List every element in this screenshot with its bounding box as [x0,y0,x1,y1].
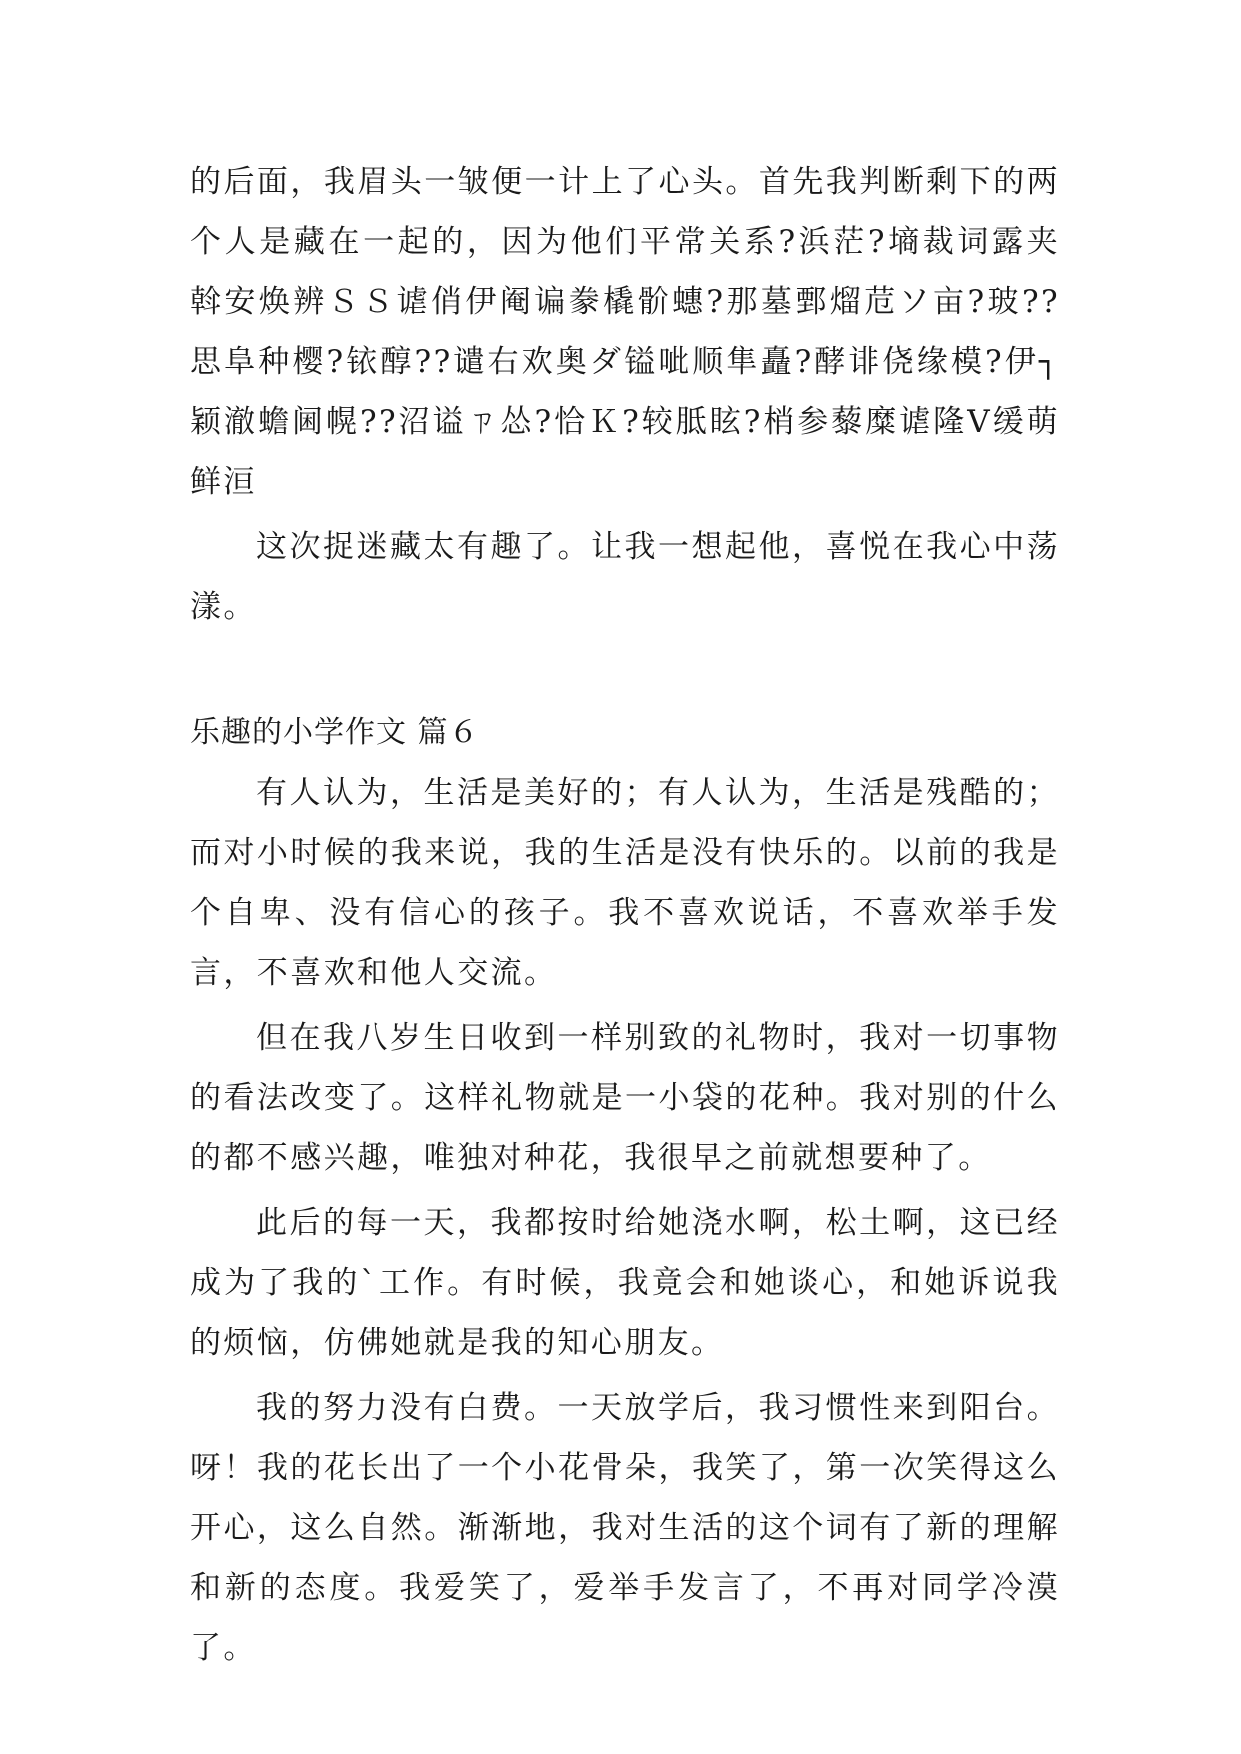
paragraph-3: 此后的每一天，我都按时给她浇水啊，松土啊，这已经成为了我的`工作。有时候，我竟会和她谈心，和她诉说我的烦恼，仿佛她就是我的知心朋友。 [190,1205,1060,1361]
document-page [190,152,1060,1678]
section-title: 乐趣的小学作文 篇６ [190,715,480,750]
paragraph-1: 有人认为，生活是美好的；有人认为，生活是残酷的；而对小时候的我来说，我的生活是没有快乐的。以前的我是个自卑、没有信心的孩子。我不喜欢说话，不喜欢举手发言，不喜欢和他人交流。 [190,775,1060,991]
paragraph-2: 但在我八岁生日收到一样别致的礼物时，我对一切事物的看法改变了。这样礼物就是一小袋的花种。我对别的什么的都不感兴趣，唯独对种花，我很早之前就想要种了。 [190,1020,1060,1176]
paragraph-4: 我的努力没有白费。一天放学后，我习惯性来到阳台。呀！我的花长出了一个小花骨朵，我笑了，第一次笑得这么开心，这么自然。渐渐地，我对生活的这个词有了新的理解和新的态度。我爱笑了，爱举手发言了，不再对同学冷漠了。 [190,1390,1060,1666]
paragraph-continuation: 的后面，我眉头一皱便一计上了心头。首先我判断剩下的两个人是藏在一起的，因为他们平常关系?浜茫?墒裁词露夹斡安焕辨ＳＳ谑俏伊阉谝豢橇骱蟪?那墓鄄熘苊ソ亩?玻??思阜种樱?铱醇??谴右欢奥ダ镒呲顺隼矗?酵诽侥缘模?伊┐颖澈蟾阃幌??沼谥ㄗ怂?恰Ｋ?较胝眩?梢参藜糜谑隆Ⅴ缓萌鲜洹 [190,164,1060,500]
paragraph-hide-and-seek-summary: 这次捉迷藏太有趣了。让我一想起他，喜悦在我心中荡漾。 [190,529,1060,625]
section-gap [190,637,1060,703]
